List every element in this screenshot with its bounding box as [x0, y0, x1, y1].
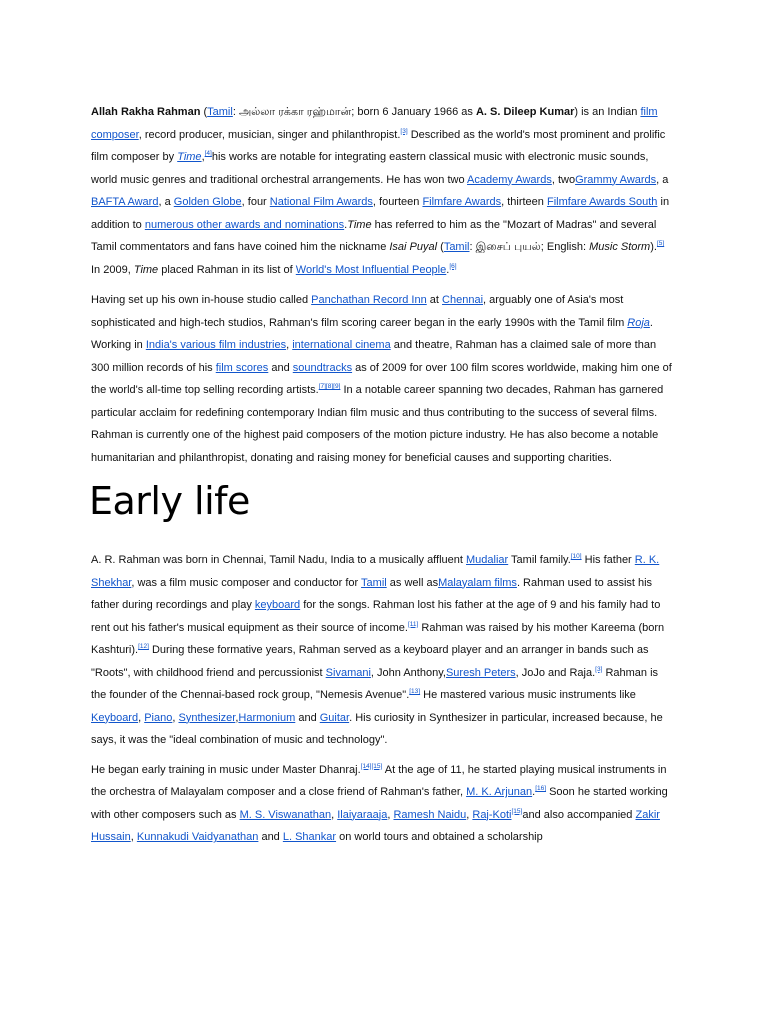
text-run: and [258, 831, 283, 843]
text-run: and theatre, Rahman has a claimed sale of more than 300 million records of his [91, 339, 657, 374]
text-run: : இசைப் புயல்; English: [469, 241, 590, 253]
text-run: and [295, 711, 320, 724]
citation-link[interactable]: [14][15] [360, 762, 383, 770]
text-run: , [130, 831, 137, 843]
text-run: , [235, 711, 239, 724]
text-run: ( [437, 241, 444, 253]
text-run: and [268, 361, 293, 374]
link-film-scores[interactable]: film scores [215, 361, 269, 374]
link-m-s-viswanathan[interactable]: M. S. Viswanathan [239, 808, 332, 821]
citation-16[interactable] [535, 785, 546, 792]
link-filmfare-awards-south[interactable]: Filmfare Awards South [546, 196, 658, 208]
text-run: At the age of 11, he started playing musical instruments in the orchestra of Malayalam composer and a close friend of Rahman's father, [91, 763, 667, 798]
text-run: as of 2009 for over 100 film scores worldwide, making him one of the world's all-time top selling recording artists. [91, 361, 672, 396]
text-run: His father [581, 554, 635, 566]
text-run: on world tours and obtained a scholarship [336, 831, 543, 843]
paragraph-early-life [91, 549, 676, 752]
text-run: ). [650, 241, 657, 253]
link-world-s-most-influential-people[interactable]: World's Most Influential People [295, 263, 447, 276]
citation-link[interactable]: [16] [535, 785, 547, 792]
text-run: , two [551, 173, 576, 186]
text-run: , four [241, 196, 270, 208]
text-run: , a [656, 173, 669, 186]
text-run: , [138, 711, 145, 724]
text-run: Soon he started working with other composers such as [91, 786, 668, 821]
text-run: for the songs. Rahman lost his father at the age of 9 and his family had to rent out his father's musical equipment as their source of income. [91, 599, 661, 634]
link-academy-awards[interactable]: Academy Awards [467, 173, 552, 186]
text-run: . Working in [91, 316, 653, 351]
link-ilaiyaraaja[interactable]: Ilaiyaraaja [337, 808, 388, 821]
text-run: ( [200, 106, 208, 118]
text-run: , record producer, musician, singer and philanthropist. [138, 128, 401, 141]
text-run: . [532, 786, 536, 798]
citation-15[interactable] [512, 808, 523, 815]
italic-text: Isai Puyal [389, 241, 438, 253]
citation-link[interactable]: [3] [595, 665, 603, 673]
link-film-composer[interactable]: film composer [91, 106, 658, 141]
paragraph-career [91, 289, 676, 469]
text-run: in addition to [91, 196, 670, 231]
italic-text: Time [347, 218, 372, 231]
link-m-k-arjunan[interactable]: M. K. Arjunan [466, 786, 533, 798]
text-run: at [426, 294, 443, 306]
bold-text: A. S. Dileep Kumar [475, 106, 575, 118]
citation-14-15[interactable] [361, 763, 383, 770]
text-run: He mastered various music instruments like [420, 689, 636, 701]
text-run: , fourteen [372, 196, 423, 208]
link-tamil[interactable]: Tamil [207, 106, 233, 118]
text-run: , [201, 151, 205, 163]
citation-link[interactable]: [7][8][9] [318, 383, 341, 390]
citation-link[interactable]: [3] [400, 127, 408, 135]
link-kunnakudi-vaidyanathan[interactable]: Kunnakudi Vaidyanathan [136, 831, 259, 843]
text-run: Described as the world's most prominent and prolific film composer by [91, 128, 666, 163]
text-run: Tamil family. [508, 554, 571, 566]
link-harmonium[interactable]: Harmonium [238, 711, 296, 724]
text-run: In 2009, [91, 263, 134, 276]
link-international-cinema[interactable]: international cinema [292, 339, 391, 351]
link-bafta-award[interactable]: BAFTA Award [91, 196, 159, 208]
link-roja[interactable]: Roja [627, 316, 650, 329]
link-time[interactable]: Time [177, 151, 202, 163]
italic-text: Music Storm [589, 241, 651, 253]
text-run: : அல்லா ரக்கா ரஹ்மான்; born 6 January 1966 as [232, 106, 476, 118]
link-golden-globe[interactable]: Golden Globe [173, 196, 242, 208]
text-run: , [172, 711, 179, 724]
citation-4[interactable] [205, 150, 212, 157]
document-body [91, 101, 676, 849]
text-run: He began early training in music under Master Dhanraj. [91, 763, 361, 776]
link-mudaliar[interactable]: Mudaliar [466, 554, 509, 566]
text-run: and also accompanied [522, 808, 636, 821]
citation-13[interactable] [409, 688, 420, 695]
text-run: During these formative years, Rahman served as a keyboard player and an arranger in bands such as "Roots", with childhood friend and percussionist [91, 644, 649, 679]
link-keyboard[interactable]: keyboard [254, 599, 301, 611]
link-piano[interactable]: Piano [144, 711, 173, 724]
link-chennai[interactable]: Chennai [442, 294, 484, 306]
citation-link[interactable]: [15] [511, 807, 523, 815]
text-run: Rahman is the founder of the Chennai-based rock group, "Nemesis Avenue". [91, 666, 659, 701]
link-sivamani[interactable]: Sivamani [325, 666, 371, 679]
citation-12[interactable] [138, 643, 149, 650]
citation-5[interactable] [657, 240, 664, 247]
link-tamil[interactable]: Tamil [361, 576, 387, 589]
citation-link[interactable]: [4] [204, 150, 212, 157]
link-panchathan-record-inn[interactable]: Panchathan Record Inn [311, 294, 427, 306]
link-tamil[interactable]: Tamil [443, 241, 470, 253]
link-ramesh-naidu[interactable]: Ramesh Naidu [393, 808, 467, 821]
citation-link[interactable]: [11] [407, 620, 419, 628]
text-run: , [466, 808, 473, 821]
link-soundtracks[interactable]: soundtracks [292, 361, 353, 374]
text-run: , [286, 339, 293, 351]
link-synthesizer[interactable]: Synthesizer [178, 711, 236, 724]
text-run: . [344, 218, 348, 231]
text-run: Having set up his own in-house studio called [91, 294, 312, 306]
link-numerous-other-awards-and-nominations[interactable]: numerous other awards and nominations [144, 218, 345, 231]
text-run: , [331, 808, 338, 821]
citation-link[interactable]: [13] [409, 688, 421, 695]
text-run: , a [158, 196, 174, 208]
link-malayalam-films[interactable]: Malayalam films [438, 576, 517, 589]
citation-link[interactable]: [12] [138, 643, 149, 650]
link-guitar[interactable]: Guitar [319, 711, 350, 724]
text-run: , thirteen [501, 196, 547, 208]
text-run: his works are notable for integrating eastern classical music with electronic music sounds, world music genres and traditional orchestral arrangements. He has won two [91, 151, 649, 186]
text-run: , was a film music composer and conductor for [131, 576, 362, 589]
link-zakir-hussain[interactable]: Zakir Hussain [91, 808, 660, 843]
text-run: , John Anthony, [370, 666, 446, 679]
citation-11[interactable] [408, 621, 418, 628]
link-keyboard[interactable]: Keyboard [91, 711, 139, 724]
link-national-film-awards[interactable]: National Film Awards [269, 196, 373, 208]
text-run: Rahman was raised by his mother Kareema (born Kashturi). [91, 621, 665, 656]
bold-text: Allah Rakha Rahman [91, 106, 201, 118]
paragraph-training [91, 759, 676, 849]
text-run: . His curiosity in Synthesizer in particular, increased because, he says, it was the "ideal combination of music and technology". [91, 711, 663, 746]
text-run: placed Rahman in its list of [158, 263, 296, 276]
paragraph-intro [91, 101, 676, 281]
citation-10[interactable] [571, 553, 582, 560]
citation-6[interactable] [449, 263, 456, 270]
text-run: , arguably one of Asia's most sophisticated and high-tech studios, Rahman's film scoring career began in the early 1990s with the Tamil film [91, 294, 628, 329]
italic-text: Time [133, 263, 159, 276]
section-heading-early-life: Early life [89, 479, 250, 523]
text-run: has referred to him as the "Mozart of Madras" and several Tamil commentators and fans have coined him the nickname [91, 218, 657, 253]
link-filmfare-awards[interactable]: Filmfare Awards [422, 196, 502, 208]
citation-link[interactable]: [5] [656, 240, 665, 247]
citation-link[interactable]: [6] [449, 262, 457, 270]
link-india-s-various-film-industries[interactable]: India's various film industries [145, 339, 287, 351]
text-run: . Rahman used to assist his father during recordings and play [91, 576, 653, 611]
text-run: A. R. Rahman was born in Chennai, Tamil Nadu, India to a musically affluent [91, 554, 467, 566]
text-run: , JoJo and Raja. [515, 666, 596, 679]
link-raj-koti[interactable]: Raj-Koti [472, 808, 512, 821]
text-run: In a notable career spanning two decades, Rahman has garnered particular acclaim for redefining contemporary Indian film music and thus contributing to the success of several films. Rahman is currently one of the highest paid composers of the motion picture industry. He has also become a notable humanitarian and philanthropist, donating and raising money for beneficial causes and supporting charities. [91, 384, 664, 464]
link-l-shankar[interactable]: L. Shankar [282, 831, 337, 843]
text-run: , [387, 808, 394, 821]
text-run: as well as [386, 576, 439, 589]
text-run: . [446, 263, 450, 276]
citation-link[interactable]: [10] [570, 553, 582, 560]
text-run: ) is an Indian [574, 106, 641, 118]
citation-7-8-9[interactable] [319, 383, 341, 390]
link-suresh-peters[interactable]: Suresh Peters [445, 666, 516, 679]
citation-3[interactable] [400, 128, 407, 135]
link-grammy-awards[interactable]: Grammy Awards [575, 173, 657, 186]
link-r-k-shekhar[interactable]: R. K. Shekhar [91, 554, 660, 589]
